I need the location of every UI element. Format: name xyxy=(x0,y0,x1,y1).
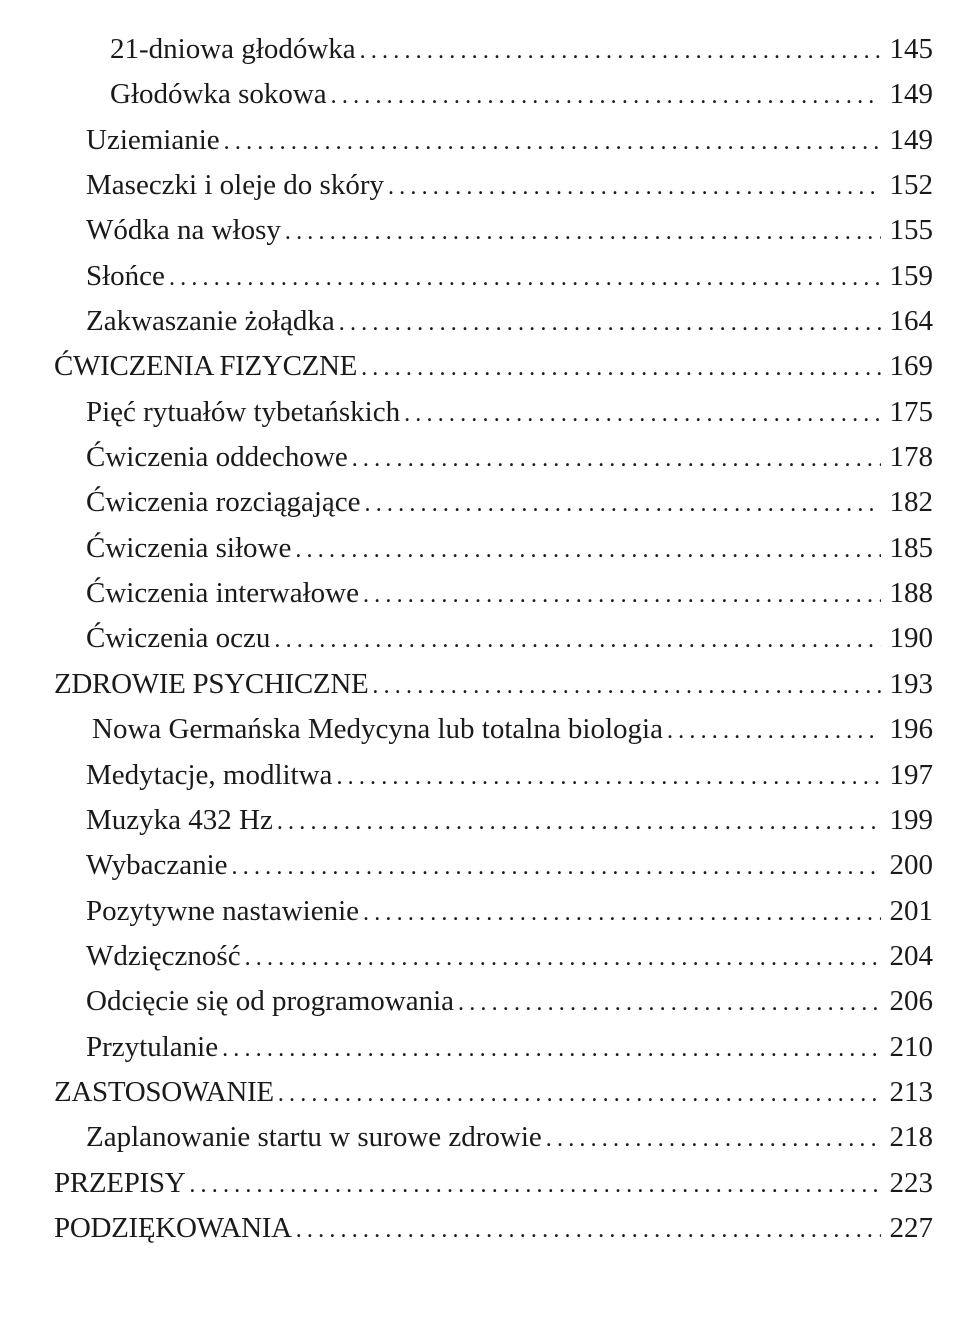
toc-entry-title: Ćwiczenia oddechowe xyxy=(86,441,348,474)
toc-entry-title: Ćwiczenia rozciągające xyxy=(86,486,361,519)
toc-entry xyxy=(0,390,977,435)
toc-entry-title: Wybaczanie xyxy=(86,849,228,882)
dot-leader xyxy=(363,573,881,618)
dot-leader xyxy=(336,755,881,800)
toc-entry-title: Nowa Germańska Medycyna lub totalna biologia xyxy=(92,713,663,746)
toc-entry xyxy=(0,934,977,979)
table-of-contents xyxy=(0,27,977,1251)
toc-entry-page: 218 xyxy=(889,1121,933,1154)
toc-entry-title: Wdzięczność xyxy=(86,939,241,972)
toc-entry-title: Zaplanowanie startu w surowe zdrowie xyxy=(86,1121,542,1154)
toc-entry xyxy=(0,72,977,117)
toc-entry-title: Medytacje, modlitwa xyxy=(86,758,333,791)
dot-leader xyxy=(224,120,881,165)
toc-entry-page: 197 xyxy=(889,758,933,791)
dot-leader xyxy=(667,709,881,754)
toc-entry xyxy=(0,435,977,480)
toc-entry-page: 175 xyxy=(889,395,933,428)
toc-section-title: ZDROWIE PSYCHICZNE xyxy=(54,667,369,700)
toc-entry-page: 200 xyxy=(889,849,933,882)
toc-entry xyxy=(0,299,977,344)
toc-entry-title: Głodówka sokowa xyxy=(110,78,327,111)
toc-entry-page: 213 xyxy=(889,1075,933,1108)
dot-leader xyxy=(361,346,881,391)
dot-leader xyxy=(363,891,881,936)
toc-entry xyxy=(0,616,977,661)
toc-section-title: PRZEPISY xyxy=(54,1166,186,1199)
toc-entry xyxy=(0,163,977,208)
toc-entry-title: Wódka na włosy xyxy=(86,214,281,247)
toc-entry-page: 188 xyxy=(889,577,933,610)
toc-entry xyxy=(0,208,977,253)
toc-entry xyxy=(0,118,977,163)
toc-entry-page: 199 xyxy=(889,803,933,836)
toc-section xyxy=(0,1070,977,1115)
dot-leader xyxy=(169,256,881,301)
dot-leader xyxy=(274,618,881,663)
toc-entry-title: Słońce xyxy=(86,259,165,292)
dot-leader xyxy=(331,74,881,119)
toc-entry-page: 223 xyxy=(889,1166,933,1199)
toc-entry-page: 193 xyxy=(889,667,933,700)
toc-entry xyxy=(0,979,977,1024)
toc-entry-title: Muzyka 432 Hz xyxy=(86,803,273,836)
dot-leader xyxy=(285,210,881,255)
toc-section-title: ĆWICZENIA FIZYCZNE xyxy=(54,350,358,383)
toc-entry xyxy=(0,27,977,72)
toc-entry-page: 152 xyxy=(889,169,933,202)
toc-entry-page: 185 xyxy=(889,531,933,564)
dot-leader xyxy=(222,1027,881,1072)
toc-section-title: PODZIĘKOWANIA xyxy=(54,1211,292,1244)
dot-leader xyxy=(189,1163,881,1208)
toc-entry xyxy=(0,889,977,934)
dot-leader xyxy=(277,800,881,845)
toc-entry-title: Pięć rytuałów tybetańskich xyxy=(86,395,401,428)
toc-entry xyxy=(0,753,977,798)
toc-entry-page: 164 xyxy=(889,305,933,338)
toc-entry xyxy=(0,707,977,752)
toc-entry-title: Ćwiczenia interwałowe xyxy=(86,577,359,610)
toc-entry-page: 210 xyxy=(889,1030,933,1063)
toc-entry-title: Uziemianie xyxy=(86,123,220,156)
toc-entry xyxy=(0,843,977,888)
toc-entry-page: 159 xyxy=(889,259,933,292)
toc-entry-title: Przytulanie xyxy=(86,1030,219,1063)
dot-leader xyxy=(232,845,881,890)
toc-entry-page: 227 xyxy=(889,1211,933,1244)
toc-entry-page: 145 xyxy=(889,33,933,65)
toc-section xyxy=(0,662,977,707)
toc-entry-page: 169 xyxy=(889,350,933,383)
toc-entry-title: Ćwiczenia oczu xyxy=(86,622,271,655)
dot-leader xyxy=(352,437,881,482)
dot-leader xyxy=(458,981,881,1026)
toc-section xyxy=(0,1161,977,1206)
toc-entry-title: 21-dniowa głodówka xyxy=(110,33,356,65)
toc-entry-page: 178 xyxy=(889,441,933,474)
toc-section xyxy=(0,1206,977,1251)
toc-entry xyxy=(0,480,977,525)
dot-leader xyxy=(295,528,881,573)
toc-entry-title: Zakwaszanie żołądka xyxy=(86,305,335,338)
toc-section-title: ZASTOSOWANIE xyxy=(54,1075,274,1108)
dot-leader xyxy=(546,1117,881,1162)
toc-entry-title: Maseczki i oleje do skóry xyxy=(86,169,384,202)
dot-leader xyxy=(388,165,881,210)
dot-leader xyxy=(339,301,881,346)
toc-entry-title: Odcięcie się od programowania xyxy=(86,985,454,1018)
dot-leader xyxy=(296,1208,881,1253)
toc-entry-page: 201 xyxy=(889,894,933,927)
toc-entry-page: 196 xyxy=(889,713,933,746)
toc-entry xyxy=(0,1115,977,1160)
dot-leader xyxy=(360,29,881,74)
toc-entry-page: 206 xyxy=(889,985,933,1018)
toc-entry xyxy=(0,254,977,299)
toc-entry xyxy=(0,798,977,843)
toc-entry-page: 149 xyxy=(889,78,933,111)
toc-entry-page: 149 xyxy=(889,123,933,156)
dot-leader xyxy=(245,936,881,981)
dot-leader xyxy=(278,1072,881,1117)
toc-entry-page: 155 xyxy=(889,214,933,247)
toc-entry-page: 204 xyxy=(889,939,933,972)
dot-leader xyxy=(404,392,881,437)
toc-entry-title: Ćwiczenia siłowe xyxy=(86,531,292,564)
toc-entry xyxy=(0,1025,977,1070)
toc-entry-title: Pozytywne nastawienie xyxy=(86,894,360,927)
toc-entry-page: 182 xyxy=(889,486,933,519)
toc-section xyxy=(0,344,977,389)
toc-entry xyxy=(0,526,977,571)
dot-leader xyxy=(365,482,881,527)
toc-entry xyxy=(0,571,977,616)
dot-leader xyxy=(372,664,881,709)
toc-entry-page: 190 xyxy=(889,622,933,655)
